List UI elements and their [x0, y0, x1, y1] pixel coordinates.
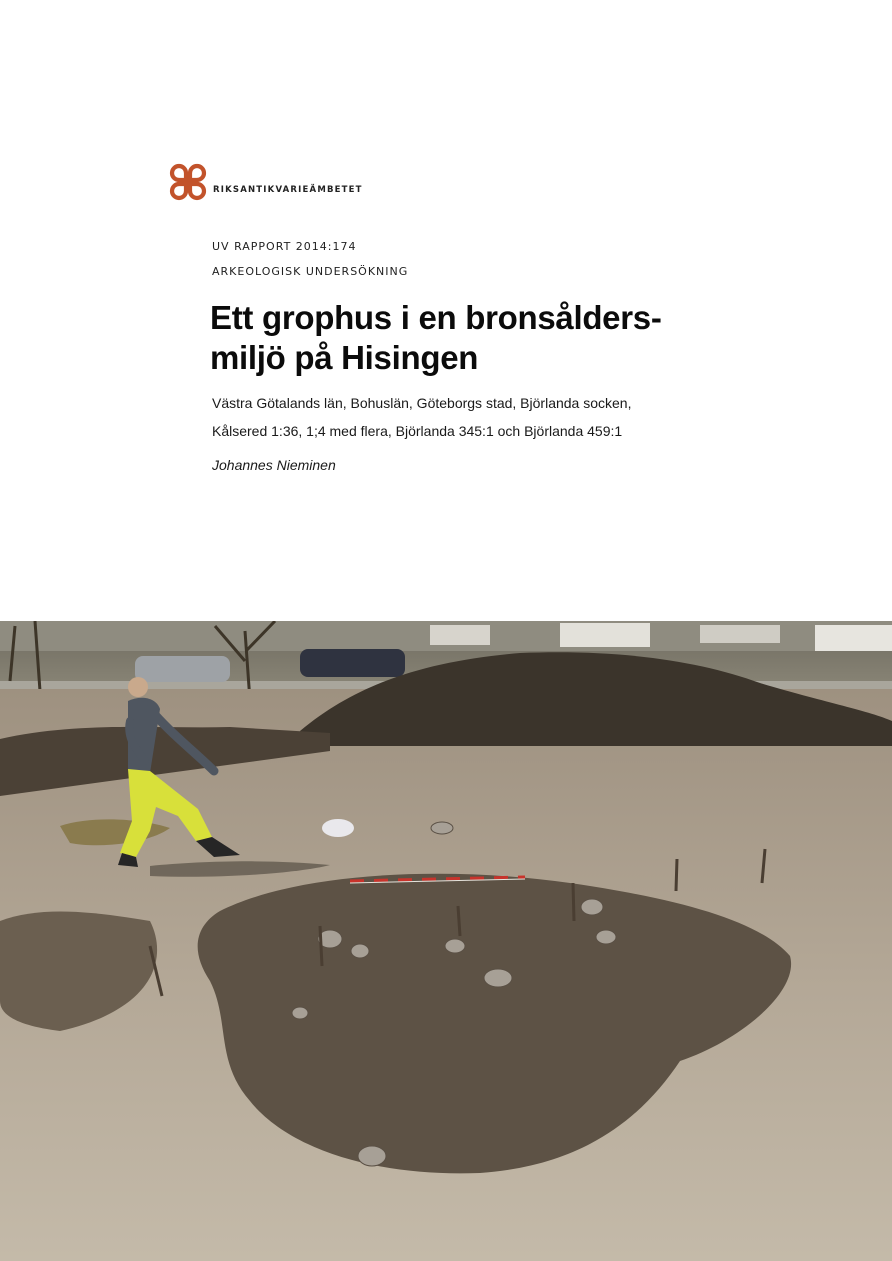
page-title [210, 298, 730, 378]
title-line-1: Ett grophus i en bronsålders- [210, 299, 662, 336]
cover-photo [0, 621, 892, 1261]
report-type: ARKEOLOGISK UNDERSÖKNING [212, 265, 409, 278]
location-line-1: Västra Götalands län, Bohuslän, Göteborgs stad, Björlanda socken, [212, 395, 632, 411]
publisher-logo [167, 160, 363, 204]
title-line-2: miljö på Hisingen [210, 339, 479, 376]
raa-emblem-icon [167, 161, 209, 203]
author-name: Johannes Nieminen [212, 457, 336, 473]
report-series: UV RAPPORT 2014:174 [212, 240, 357, 253]
publisher-name: RIKSANTIKVARIEÄMBETET [213, 185, 363, 195]
location-line-2: Kålsered 1:36, 1;4 med flera, Björlanda 345:1 och Björlanda 459:1 [212, 423, 623, 439]
